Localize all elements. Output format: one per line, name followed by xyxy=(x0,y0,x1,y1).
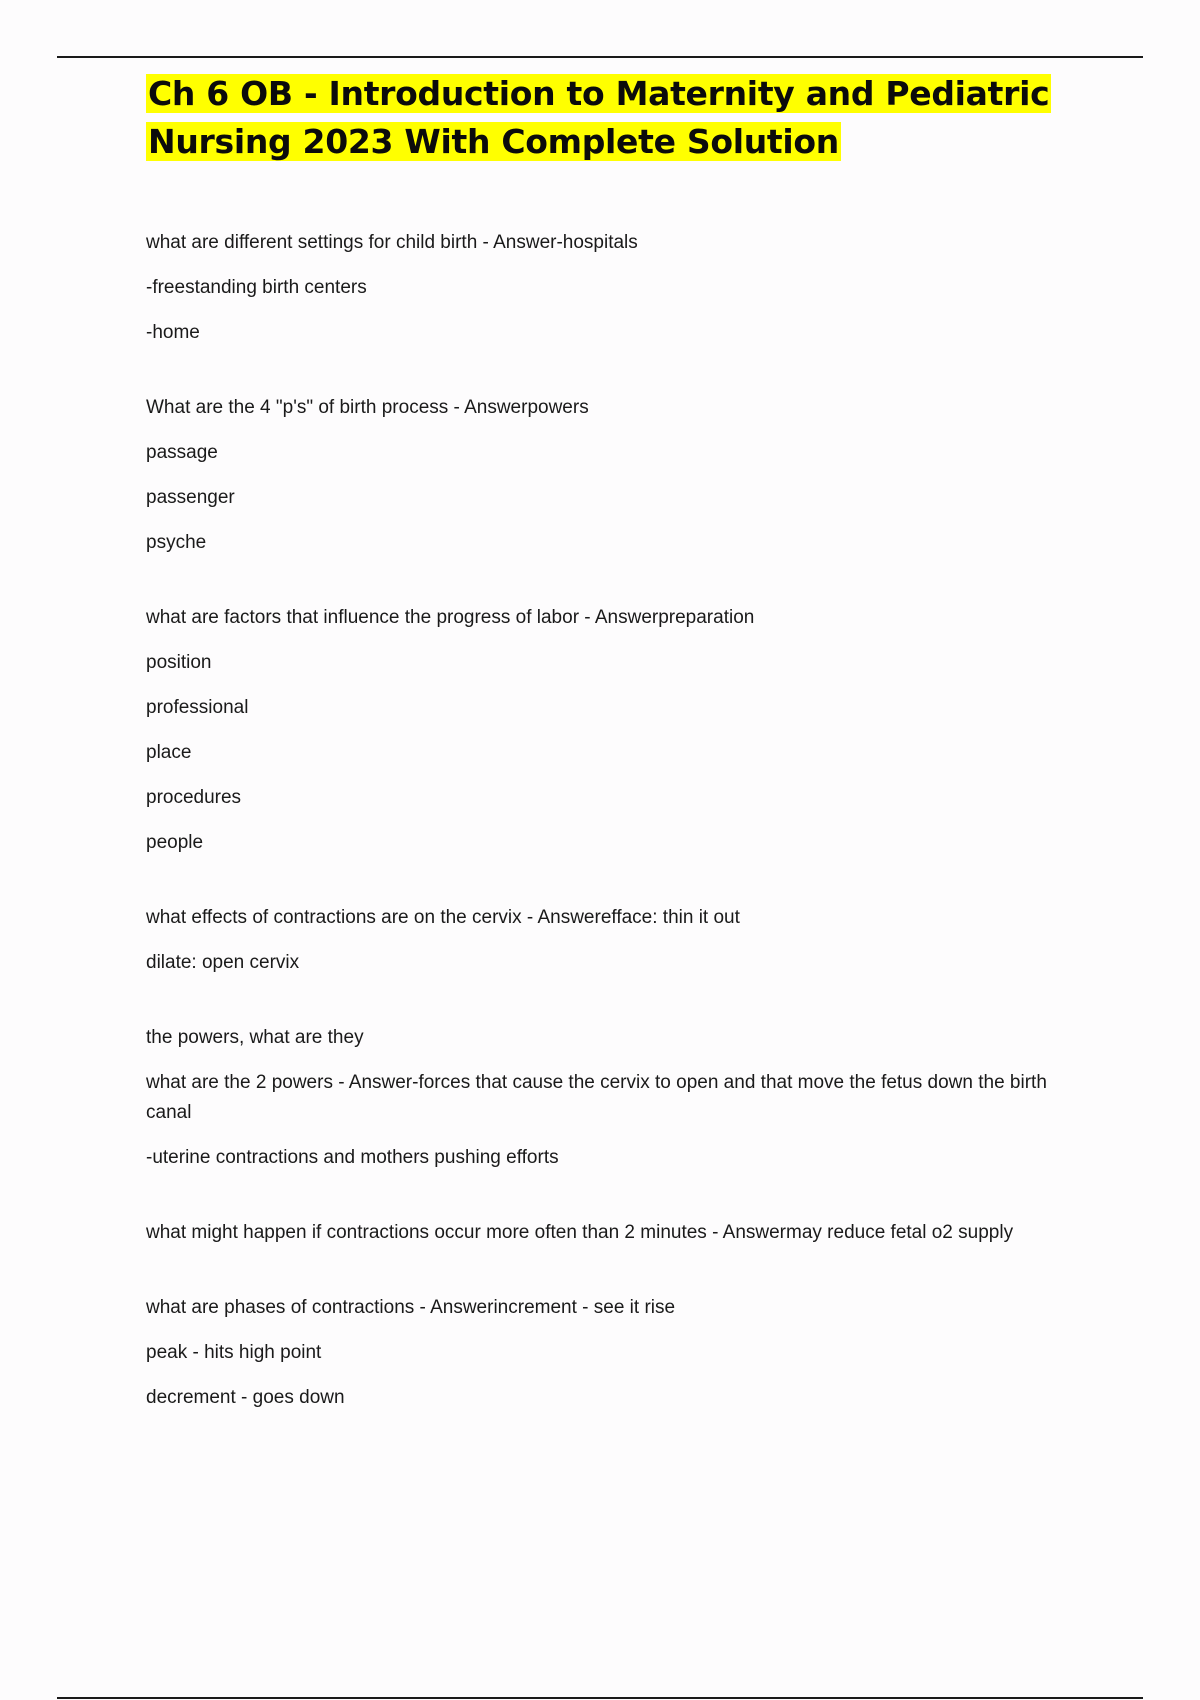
qa-line: -uterine contractions and mothers pushing efforts xyxy=(146,1147,559,1168)
qa-block-powers xyxy=(146,1023,1066,1173)
qa-line: place xyxy=(146,742,192,763)
qa-line: peak - hits high point xyxy=(146,1342,322,1363)
qa-line: -home xyxy=(146,322,200,343)
qa-line: what are factors that influence the progress of labor - Answerpreparation xyxy=(146,607,755,628)
qa-line: decrement - goes down xyxy=(146,1387,345,1408)
qa-line: what might happen if contractions occur more often than 2 minutes - Answermay reduce fetal o2 supply xyxy=(146,1222,1014,1243)
qa-line: procedures xyxy=(146,787,242,808)
qa-line: what are different settings for child birth - Answer-hospitals xyxy=(146,232,638,253)
document-title xyxy=(146,70,1066,166)
page-content xyxy=(146,70,1066,1458)
qa-line: professional xyxy=(146,697,249,718)
qa-block-labor-factors xyxy=(146,603,1066,858)
qa-block-frequent-contractions xyxy=(146,1218,1066,1248)
qa-line: passenger xyxy=(146,487,235,508)
qa-line: what effects of contractions are on the cervix - Answerefface: thin it out xyxy=(146,907,740,928)
qa-line: dilate: open cervix xyxy=(146,952,300,973)
footer-rule xyxy=(57,1697,1143,1699)
qa-block-settings xyxy=(146,228,1066,348)
qa-line: What are the 4 "p's" of birth process - Answerpowers xyxy=(146,397,589,418)
qa-line: what are phases of contractions - Answerincrement - see it rise xyxy=(146,1297,676,1318)
qa-line: psyche xyxy=(146,532,207,553)
qa-list xyxy=(146,228,1066,1413)
title-line-2: Nursing 2023 With Complete Solution xyxy=(148,122,839,161)
title-line-1: Ch 6 OB - Introduction to Maternity and Pediatric xyxy=(148,74,1050,113)
qa-line: position xyxy=(146,652,212,673)
qa-block-cervix-effects xyxy=(146,903,1066,978)
qa-line: what are the 2 powers - Answer-forces that cause the cervix to open and that move the fetus down the birth canal xyxy=(146,1072,1047,1123)
qa-block-contraction-phases xyxy=(146,1293,1066,1413)
qa-line: -freestanding birth centers xyxy=(146,277,367,298)
qa-line: the powers, what are they xyxy=(146,1027,364,1048)
qa-line: passage xyxy=(146,442,218,463)
header-rule xyxy=(57,56,1143,58)
qa-block-four-ps xyxy=(146,393,1066,558)
qa-line: people xyxy=(146,832,204,853)
